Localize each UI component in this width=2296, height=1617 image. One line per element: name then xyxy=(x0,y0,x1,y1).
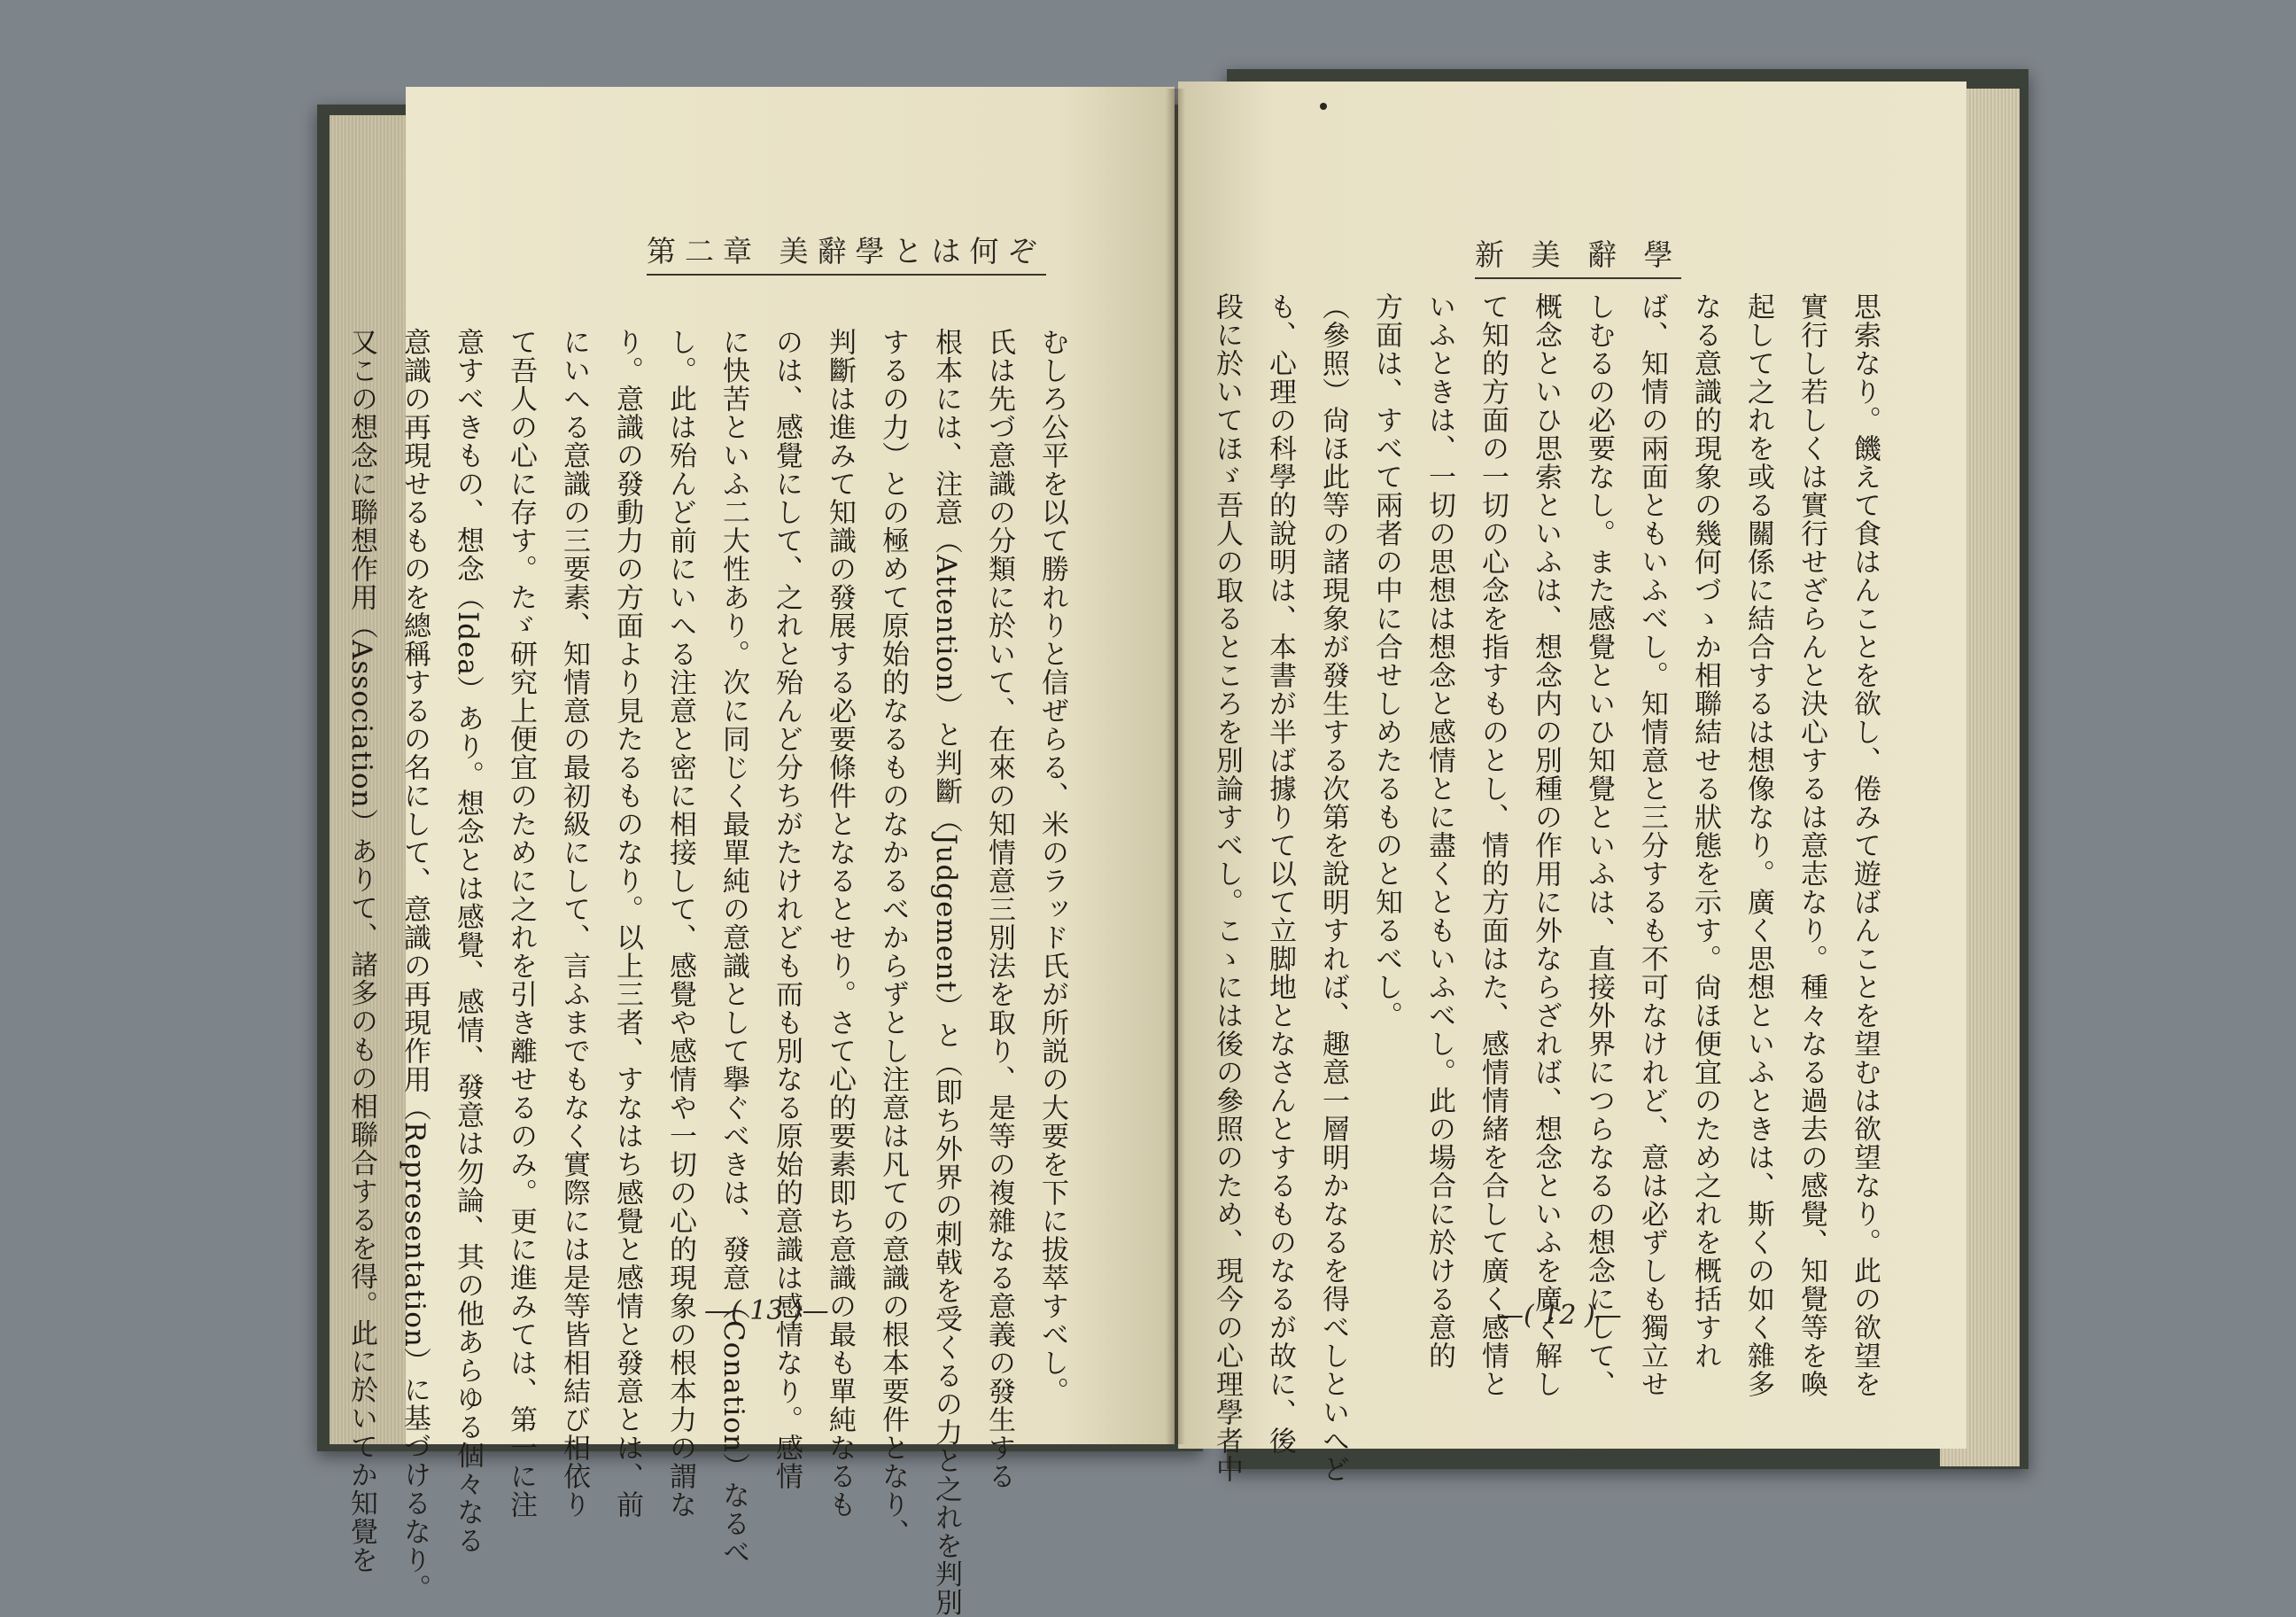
text-column: 意すべきもの、想念（Idea）あり。想念とは感覺、感情、發意は勿論、其の他あらゆる個々なる xyxy=(452,328,484,1555)
text-column: 方面は、すべて兩者の中に合せしめたるものと知るべし。 xyxy=(1370,292,1402,1030)
text-column: のは、感覺にして、之れと殆んど分ちがたけれども而も別なる原始的意識は感情なり。感情 xyxy=(771,328,803,1490)
text-column: するの力）との極めて原始的なるものなかるべからずとし注意は凡ての意識の根本要件となり、 xyxy=(877,328,909,1547)
text-column: なる意識的現象の幾何づゝか相聯結せる狀態を示す。尙ほ便宜のため之れを概括すれ xyxy=(1689,292,1721,1370)
text-column: 根本には、注意（Attention）と判斷（Judgement）と（即ち外界の刺戟を受くるの力と之れを判別 xyxy=(930,328,962,1617)
text-column: て吾人の心に存す。たゞ研究上便宜のために之れを引き離せるのみ。更に進みては、第一に注 xyxy=(505,328,537,1519)
text-column: しむるの必要なし。また感覺といひ知覺といふは、直接外界につらなるの想念にして、 xyxy=(1583,292,1615,1398)
text-column: いふときは、一切の思想は想念と感情とに盡くともいふべし。此の場合に於ける意的 xyxy=(1423,292,1455,1370)
left-page-header: 第二章 美辭學とは何ぞ xyxy=(647,229,1046,276)
text-column: 思索なり。饑えて食はんことを欲し、倦みて遊ばんことを望むは欲望なり。此の欲望を xyxy=(1849,292,1881,1398)
left-page-number: —( 13 )— xyxy=(704,1295,829,1326)
text-column: （參照）尙ほ此等の諸現象が發生する次第を說明すれば、趣意一層明かなるを得べしといへど xyxy=(1317,292,1349,1483)
text-column: 實行し若しくは實行せざらんと決心するは意志なり。種々なる過去の感覺、知覺等を喚 xyxy=(1796,292,1827,1398)
text-column: にいへる意識の三要素、知情意の最初級にして、言ふまでもなく實際には是等皆相結び相依り xyxy=(558,328,590,1519)
text-column: 概念といひ思索といふは、想念内の別種の作用に外ならざれば、想念といふを廣く解し xyxy=(1530,292,1562,1398)
right-page-header: 新 美 辭 學 xyxy=(1475,232,1681,279)
text-column: むしろ公平を以て勝れりと信ぜらる、米のラッド氏が所説の大要を下に拔萃すべし。 xyxy=(1036,328,1068,1405)
book-gutter xyxy=(1166,89,1185,1444)
text-column: し。此は殆んど前にいへる注意と密に相接して、感覺や感情や一切の心的現象の根本力の謂な xyxy=(664,328,696,1519)
text-column: 氏は先づ意識の分類に於いて、在來の知情意三別法を取り、是等の複雜なる意義の發生する xyxy=(983,328,1015,1490)
text-column: 判斷は進みて知識の發展する必要條件となるとせり。さて心的要素即ち意識の最も單純なるも xyxy=(824,328,856,1519)
left-page-text xyxy=(345,328,1079,1617)
right-page-number: —( 12 )— xyxy=(1497,1300,1622,1331)
text-column: 意識の再現せるものを總稱するの名にして、意識の再現作用（Representation）に基づけるなり。 xyxy=(399,328,430,1603)
text-column: 段に於いてほゞ吾人の取るところを別論すべし。こゝには後の參照のため、現今の心理學者中 xyxy=(1211,292,1243,1483)
text-column: り。意識の發動力の方面より見たるものなり。以上三者、すなはち感覺と感情と發意とは、前 xyxy=(611,328,643,1519)
text-column: も、心理の科學的說明は、本書が半ば據りて以て立脚地となさんとするものなるが故に、後 xyxy=(1264,292,1296,1455)
text-column: に快苦といふ二大性あり。次に同じく最單純の意識として擧ぐべきは、發意（Conation）なるべ xyxy=(718,328,749,1566)
text-column: ば、知情の兩面ともいふべし。知情意と三分するも不可なけれど、意は必ずしも獨立せ xyxy=(1636,292,1668,1398)
text-column: て知的方面の一切の心念を指すものとし、情的方面はた、感情情緒を合して廣く感情と xyxy=(1477,292,1509,1398)
text-column: 又この想念に聯想作用（Association）ありて、諸多のもの相聯合するを得。此に於いてか知覺を xyxy=(345,328,377,1574)
text-column: 起して之れを或る關係に結合するは想像なり。廣く思想といふときは、斯くの如く雜多 xyxy=(1742,292,1774,1398)
ink-dot xyxy=(1320,103,1327,110)
